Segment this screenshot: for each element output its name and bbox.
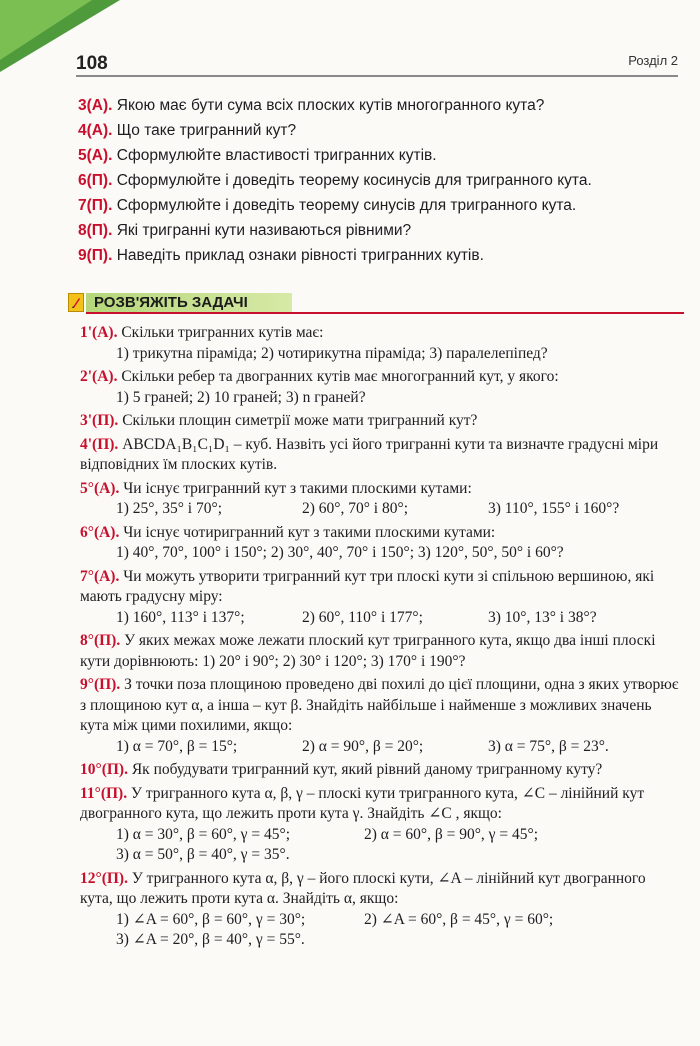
task-options: 1) трикутна піраміда; 2) чотирикутна піраміда; 3) паралелепіпед? xyxy=(116,344,548,362)
question-item xyxy=(78,97,678,122)
task-item xyxy=(80,631,680,672)
option-2: 2) 60°, 110° і 177°; xyxy=(302,608,423,626)
option-2: 2) α = 60°, β = 90°, γ = 45°; xyxy=(364,825,539,843)
question-text: Сформулюйте властивості тригранних кутів. xyxy=(116,147,437,164)
task-number: 1'(А). xyxy=(80,324,118,341)
task-text: Чи існує чотиригранний кут з такими плоскими кутами: xyxy=(123,523,496,541)
task-number: 3'(П). xyxy=(80,412,119,429)
task-item xyxy=(80,567,680,629)
task-item xyxy=(80,411,680,432)
question-number: 4(А). xyxy=(78,122,113,139)
task-text: ABCDA₁B₁C₁D₁ – куб. Назвіть усі його тригранні кути та визначте градусні міри відповідних їм плоских кутів. xyxy=(80,435,659,473)
task-options: 1) 40°, 70°, 100° і 150°; 2) 30°, 40°, 70° і 150°; 3) 120°, 50°, 50° і 60°? xyxy=(116,544,564,561)
question-item xyxy=(78,247,678,272)
task-text: У тригранного кута α, β, γ – плоскі кути тригранного кута, ∠C – лінійний кут двогранного кута, що лежить проти кута γ. Знайдіть ∠C , якщо: xyxy=(80,784,645,822)
pencil-icon xyxy=(68,293,84,312)
task-number: 6°(А). xyxy=(80,523,120,541)
question-item xyxy=(78,172,678,197)
task-number: 4'(П). xyxy=(80,435,119,453)
task-text: З точки поза площиною проведено дві похилі до цієї площини, одна з яких утворює з площиною кут α, а інша – кут β. Знайдіть найбільше і найменше з можливих значень кута між цими похилими, якщо: xyxy=(80,676,679,734)
option-3: 3) 110°, 155° і 160°? xyxy=(488,500,620,517)
task-number: 11°(П). xyxy=(80,784,128,802)
task-number: 7°(А). xyxy=(80,567,120,585)
header-rule xyxy=(76,75,678,77)
question-text: Які тригранні кути називаються рівними? xyxy=(116,222,412,239)
page-corner-decoration-inner xyxy=(0,0,92,60)
option-3: 3) α = 75°, β = 23°. xyxy=(488,737,609,755)
question-text: Якою має бути сума всіх плоских кутів многогранного кута? xyxy=(116,97,545,114)
task-text: Чи можуть утворити тригранний кут три плоскі кути зі спільною вершиною, які мають градусну міру: xyxy=(80,567,655,605)
page-number: 108 xyxy=(76,53,108,74)
task-number: 9°(П). xyxy=(80,676,121,693)
question-item xyxy=(78,147,678,172)
task-options xyxy=(80,825,680,846)
task-number: 8°(П). xyxy=(80,632,121,649)
option-3: 3) α = 50°, β = 40°, γ = 35°. xyxy=(116,846,290,863)
task-text: У яких межах може лежати плоский кут тригранного кута, якщо два інші плоскі кути дорівнюють: 1) 20° і 90°; 2) 30° і 120°; 3) 170° і 190°? xyxy=(80,632,656,670)
task-item xyxy=(80,869,680,951)
task-options xyxy=(80,608,680,629)
task-text: Скільки тригранних кутів має: xyxy=(121,324,324,341)
task-number: 5°(А). xyxy=(80,479,120,497)
task-number: 10°(П). xyxy=(80,761,128,778)
task-item xyxy=(80,523,680,564)
task-item xyxy=(80,435,680,476)
option-1: 1) 160°, 113° і 137°; xyxy=(116,608,245,626)
question-number: 9(П). xyxy=(78,247,113,264)
option-1: 1) α = 30°, β = 60°, γ = 45°; xyxy=(116,825,291,843)
task-text: Чи існує тригранний кут з такими плоскими кутами: xyxy=(123,479,472,497)
option-1: 1) ∠A = 60°, β = 60°, γ = 30°; xyxy=(116,910,306,928)
option-1: 1) α = 70°, β = 15°; xyxy=(116,737,238,755)
task-options xyxy=(80,499,680,520)
question-number: 3(А). xyxy=(78,97,113,114)
option-3: 3) 10°, 13° і 38°? xyxy=(488,608,597,626)
task-item xyxy=(80,760,680,781)
option-2: 2) ∠A = 60°, β = 45°, γ = 60°; xyxy=(364,910,554,928)
review-questions xyxy=(78,97,678,272)
question-item xyxy=(78,122,678,147)
question-text: Що таке тригранний кут? xyxy=(116,122,297,139)
question-item xyxy=(78,197,678,222)
section-label: Розділ 2 xyxy=(628,53,678,68)
question-number: 7(П). xyxy=(78,197,113,214)
section-banner xyxy=(68,290,684,314)
task-number: 2'(А). xyxy=(80,368,118,385)
task-list xyxy=(80,323,680,951)
option-2: 2) 60°, 70° і 80°; xyxy=(302,500,408,517)
option-1: 1) 25°, 35° і 70°; xyxy=(116,500,222,517)
question-number: 8(П). xyxy=(78,222,113,239)
question-text: Сформулюйте і доведіть теорему косинусів для тригранного кута. xyxy=(116,172,592,189)
task-options: 1) 5 граней; 2) 10 граней; 3) n граней? xyxy=(116,388,366,406)
task-item xyxy=(80,367,680,408)
task-options xyxy=(80,737,680,758)
task-options xyxy=(80,910,680,931)
banner-title: РОЗВ'ЯЖІТЬ ЗАДАЧІ xyxy=(94,294,248,311)
task-item xyxy=(80,784,680,866)
task-text: У тригранного кута α, β, γ – його плоскі кути, ∠A – лінійний кут двогранного кута, що лежить проти кута α. Знайдіть α, якщо: xyxy=(80,869,646,907)
option-2: 2) α = 90°, β = 20°; xyxy=(302,737,424,755)
task-item xyxy=(80,479,680,520)
option-3: 3) ∠A = 20°, β = 40°, γ = 55°. xyxy=(116,931,305,948)
task-number: 12°(П). xyxy=(80,869,128,887)
task-text: Скільки ребер та двогранних кутів має многогранний кут, у якого: xyxy=(121,368,559,385)
question-text: Сформулюйте і доведіть теорему синусів для тригранного кута. xyxy=(116,197,577,214)
question-text: Наведіть приклад ознаки рівності тригранних кутів. xyxy=(116,247,484,264)
question-item xyxy=(78,222,678,247)
task-text: Скільки площин симетрії може мати тригранний кут? xyxy=(122,412,478,429)
task-item xyxy=(80,323,680,364)
task-text: Як побудувати тригранний кут, який рівний даному тригранному куту? xyxy=(131,761,603,778)
task-item xyxy=(80,675,680,757)
question-number: 5(А). xyxy=(78,147,113,164)
question-number: 6(П). xyxy=(78,172,113,189)
